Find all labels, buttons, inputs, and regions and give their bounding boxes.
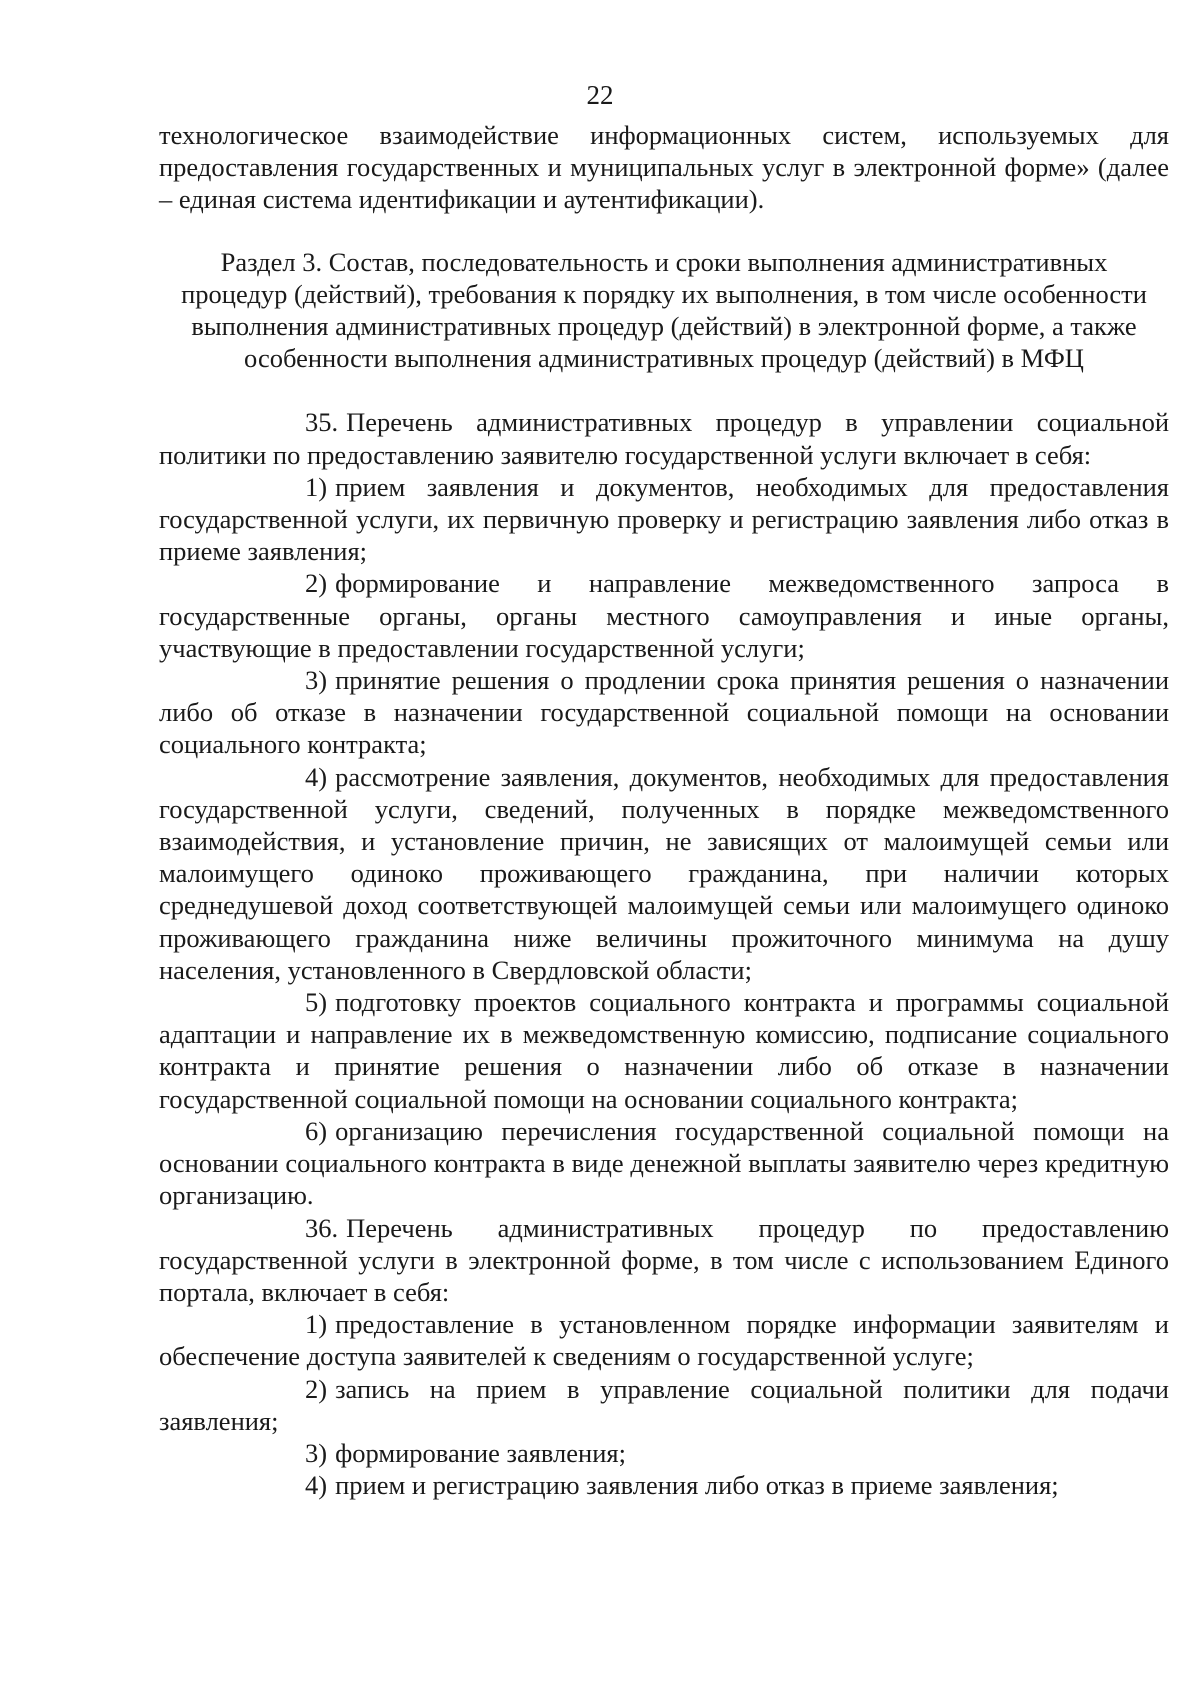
item-number: 4) — [305, 761, 328, 792]
item-number: 6) — [305, 1115, 328, 1146]
item-number: 2) — [305, 1373, 328, 1404]
item-number: 5) — [305, 987, 328, 1018]
item-text: организацию перечисления государственной социальной помощи на основании социального контракта в виде денежной выплаты заявителю через кредитную организацию. — [159, 1115, 1169, 1211]
clause-36-item — [159, 1373, 1169, 1437]
clause-35-item — [159, 1115, 1169, 1212]
item-number: 4) — [305, 1470, 328, 1501]
clause-36 — [159, 1212, 1169, 1309]
clause-35-text: Перечень административных процедур в управлении социальной политики по предоставлению заявителю государственной услуги включает в себя: — [159, 407, 1169, 470]
clause-35 — [159, 406, 1169, 470]
item-text: рассмотрение заявления, документов, необходимых для предоставления государственной услуги, сведений, полученных в порядке межведомственного взаимодействия, и установление причин, не зависящих от малоимущей семьи или малоимущего одиноко проживающего гражданина, при наличии которых среднедушевой доход соответствующей малоимущей семьи или малоимущего одиноко проживающего гражданина ниже величины прожиточного минимума на душу населения, установленного в Свердловской области; — [159, 761, 1169, 985]
item-text: принятие решения о продлении срока принятия решения о назначении либо об отказе в назначении государственной социальной помощи на основании социального контракта; — [159, 665, 1169, 760]
clause-35-item — [159, 567, 1169, 664]
clause-36-text: Перечень административных процедур по предоставлению государственной услуги в электронной форме, в том числе с использованием Единого портала, включает в себя: — [159, 1212, 1169, 1307]
clause-36-item — [159, 1437, 1169, 1469]
item-number: 1) — [305, 471, 328, 502]
clause-36-number: 36. — [305, 1212, 339, 1243]
item-number: 1) — [305, 1309, 328, 1340]
clause-35-item — [159, 664, 1169, 761]
item-text: подготовку проектов социального контракта и программы социальной адаптации и направление их в межведомственную комиссию, подписание социального контракта и принятие решения о назначении либо об отказе в назначении государственной социальной помощи на основании социального контракта; — [159, 987, 1169, 1114]
clause-35-item — [159, 471, 1169, 568]
page-number: 22 — [586, 80, 614, 110]
item-text: формирование и направление межведомственного запроса в государственные органы, органы местного самоуправления и иные органы, участвующие в предоставлении государственной услуги; — [159, 568, 1169, 663]
clause-36-item — [159, 1469, 1169, 1501]
item-text: прием и регистрацию заявления либо отказ в приеме заявления; — [335, 1470, 1059, 1501]
item-text: предоставление в установленном порядке информации заявителям и обеспечение доступа заявителей к сведениям о государственной услуге; — [159, 1309, 1169, 1372]
item-number: 2) — [305, 568, 328, 599]
item-text: прием заявления и документов, необходимых для предоставления государственной услуги, их первичную проверку и регистрацию заявления либо отказ в приеме заявления; — [159, 471, 1169, 567]
item-number: 3) — [305, 1437, 328, 1468]
item-text: запись на прием в управление социальной политики для подачи заявления; — [159, 1373, 1169, 1436]
intro-paragraph: технологическое взаимодействие информационных систем, используемых для предоставления государственных и муниципальных услуг в электронной форме» (далее – единая система идентификации и аутентификации). — [159, 120, 1169, 215]
clause-35-item — [159, 761, 1169, 986]
section-heading: Раздел 3. Состав, последовательность и сроки выполнения административных процедур (действий), требования к порядку их выполнения, в том числе особенности выполнения административных процедур (действий) в электронной форме, а также особенности выполнения административных процедур (действий) в МФЦ — [181, 246, 1147, 374]
clause-36-item — [159, 1308, 1169, 1372]
clause-35-number: 35. — [305, 407, 339, 438]
item-text: формирование заявления; — [335, 1437, 626, 1468]
clause-35-item — [159, 986, 1169, 1115]
document-body — [159, 119, 1169, 1501]
item-number: 3) — [305, 665, 328, 696]
